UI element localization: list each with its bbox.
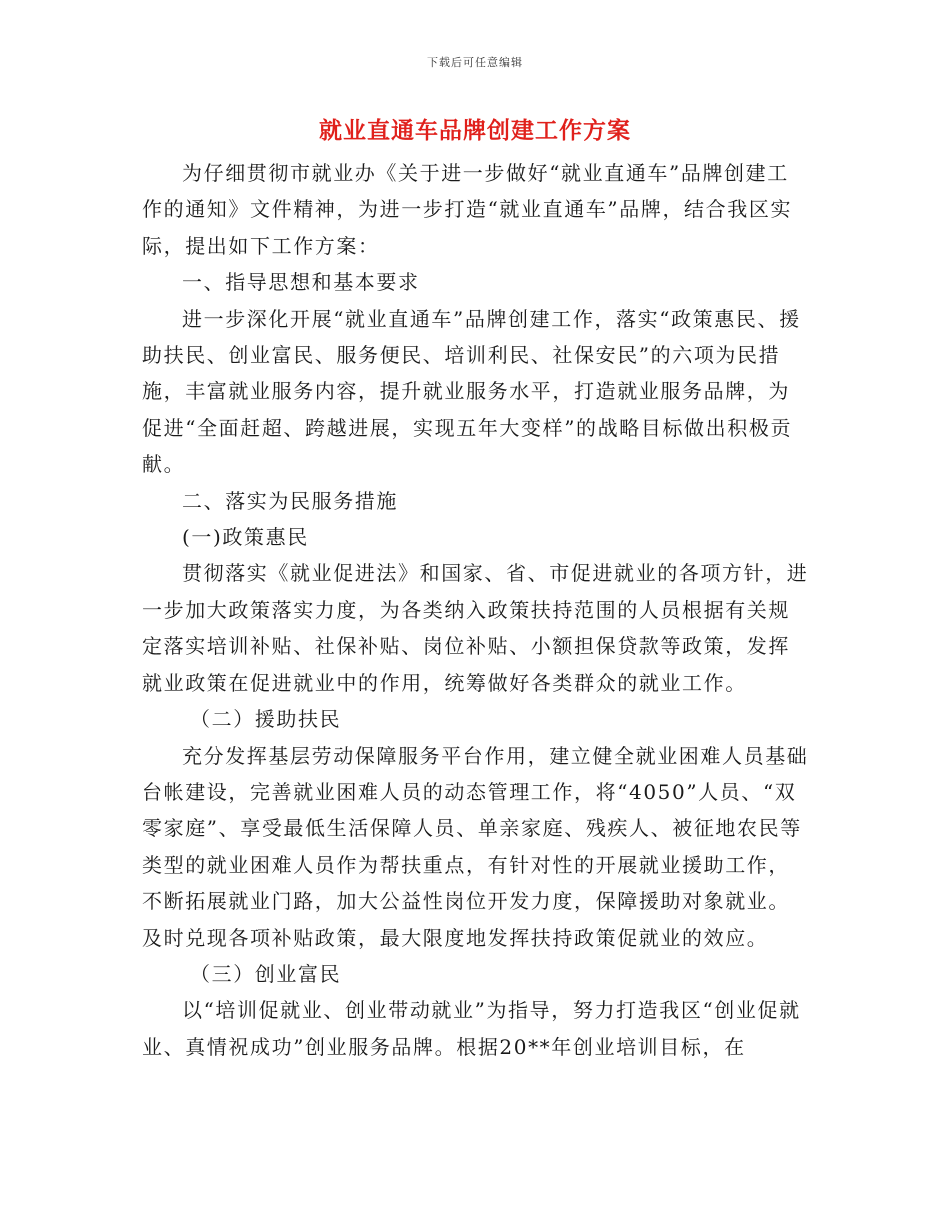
subsection-heading-3: （三）创业富民 — [190, 961, 342, 986]
section-heading-1: 一、指导思想和基本要求 — [182, 270, 420, 295]
body-paragraph: 以“培训促就业、创业带动就业”为指导，努力打造我区“创业促就业、真情祝成功”创业服务品牌。根据20**年创业培训目标，在 — [142, 998, 801, 1059]
section-heading-2: 二、落实为民服务措施 — [182, 488, 398, 513]
subsection-heading-2: （二）援助扶民 — [190, 707, 342, 732]
body-paragraph: 进一步深化开展“就业直通车”品牌创建工作，落实“政策惠民、援助扶民、创业富民、服务便民、培训利民、社保安民”的六项为民措施，丰富就业服务内容，提升就业服务水平，打造就业服务品牌，为促进“全面赶超、跨越进展，实现五年大变样”的战略目标做出积极贡献。 — [142, 306, 801, 477]
body-paragraph: 充分发挥基层劳动保障服务平台作用，建立健全就业困难人员基础台帐建设，完善就业困难人员的动态管理工作，将“4050”人员、“双零家庭”、享受最低生活保障人员、单亲家庭、残疾人、被征地农民等类型的就业困难人员作为帮扶重点，有针对性的开展就业援助工作，不断拓展就业门路，加大公益性岗位开发力度，保障援助对象就业。及时兑现各项补贴政策，最大限度地发挥扶持政策促就业的效应。 — [142, 743, 809, 950]
header-note: 下载后可任意编辑 — [427, 56, 523, 69]
body-paragraph: 贯彻落实《就业促进法》和国家、省、市促进就业的各项方针，进一步加大政策落实力度，为各类纳入政策扶持范围的人员根据有关规定落实培训补贴、社保补贴、岗位补贴、小额担保贷款等政策，发挥就业政策在促进就业中的作用，统筹做好各类群众的就业工作。 — [142, 561, 809, 695]
subsection-heading-1: (一)政策惠民 — [182, 525, 309, 550]
document-title: 就业直通车品牌创建工作方案 — [319, 117, 631, 144]
document-body — [142, 155, 810, 1065]
intro-paragraph: 为仔细贯彻市就业办《关于进一步做好“就业直通车”品牌创建工作的通知》文件精神，为进一步打造“就业直通车”品牌，结合我区实际，提出如下工作方案： — [142, 161, 793, 258]
